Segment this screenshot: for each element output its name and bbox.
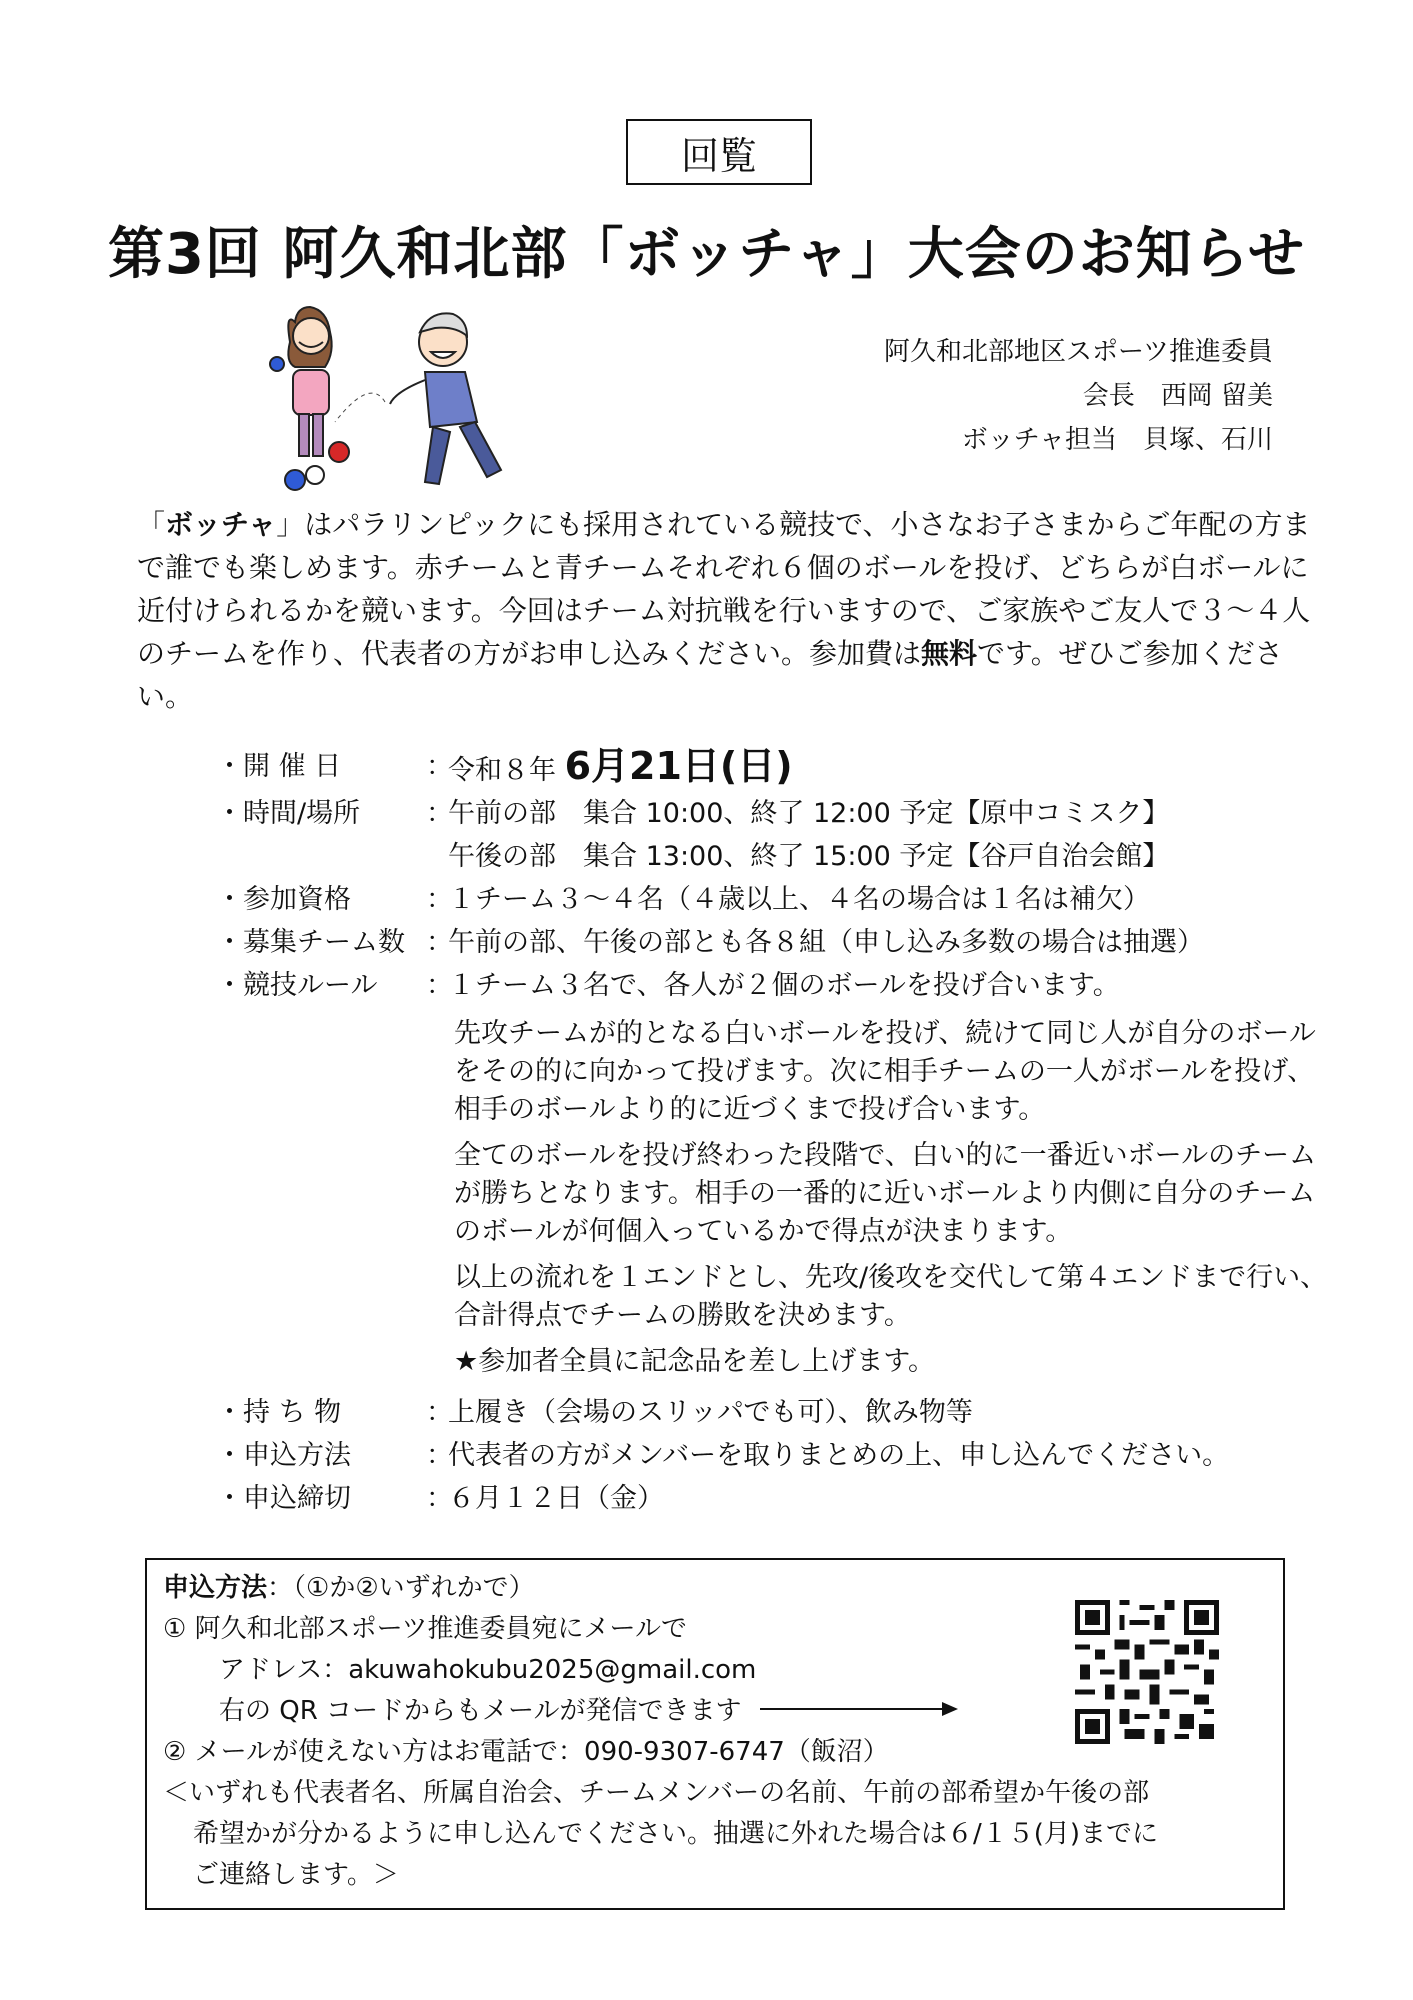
- colon: ：: [426, 751, 453, 782]
- teams-value: 午前の部、午後の部とも各８組（申し込み多数の場合は抽選）: [448, 927, 1204, 958]
- application-heading-note: ：（①か②いずれかで）: [267, 1573, 535, 1603]
- detail-row-bring: [216, 1391, 1336, 1434]
- rules-paragraph-3: 全てのボールを投げ終わった段階で、白い的に一番近いボールのチームが勝ちとなります。相手の一番的に近いボールより内側に自分のチームのボールが何個入っているかで得点が決まります。: [454, 1140, 1317, 1247]
- rules-paragraph-2: 先攻チームが的となる白いボールを投げ、続けて同じ人が自分のボールをその的に向かって投げます。次に相手チームの一人がボールを投げ、相手のボールより的に近づくまで投げ合います。: [454, 1018, 1316, 1125]
- teams-label: ・募集チーム数: [216, 927, 405, 958]
- date-prefix: 令和８年: [448, 755, 556, 786]
- date-label: ・開 催 日: [216, 751, 342, 782]
- boccia-players-illustration: [255, 292, 530, 502]
- colon: ：: [426, 927, 453, 958]
- colon: ：: [426, 798, 453, 829]
- man-figure: [390, 313, 501, 484]
- blue-ball-icon: [285, 470, 305, 490]
- time-label: ・時間/場所: [216, 798, 361, 829]
- organizer-line-1: 阿久和北部地区スポーツ推進委員: [884, 337, 1273, 367]
- qualification-label: ・参加資格: [216, 884, 351, 915]
- deadline-label: ・申込締切: [216, 1483, 351, 1514]
- organizer-line-3: ボッチャ担当 貝塚、石川: [961, 425, 1273, 455]
- intro-text-2: です。ぜひご参加ください。: [137, 637, 1283, 713]
- colon: ：: [426, 1440, 453, 1471]
- details-list: [216, 745, 1336, 1520]
- qr-note: 右の QR コードからもメールが発信できます: [219, 1696, 742, 1726]
- intro-text-1: 」はパラリンピックにも採用されている競技で、小さなお子さまからご年配の方まで誰でも楽しめます。赤チームと青チームそれぞれ６個のボールを投げ、どちらが白ボールに近付けられるかを競います。今回はチーム対抗戦を行いますので、ご家族やご友人で３～４人のチームを作り、代表者の方がお申し込みください。参加費は: [137, 508, 1311, 670]
- detail-row-teams: [216, 921, 1336, 964]
- method-value: 代表者の方がメンバーを取りまとめの上、申し込んでください。: [448, 1440, 1230, 1471]
- apply-note-2: 希望かが分かるように申し込んでください。抽選に外れた場合は６/１５(月)までに: [193, 1819, 1159, 1849]
- email-address[interactable]: アドレス：akuwahokubu2025@gmail.com: [219, 1655, 757, 1685]
- white-ball-icon: [306, 466, 324, 484]
- detail-row-qualification: [216, 878, 1336, 921]
- apply-note-1: ＜いずれも代表者名、所属自治会、チームメンバーの名前、午前の部希望か午後の部: [163, 1778, 1150, 1808]
- bring-label: ・持 ち 物: [216, 1397, 342, 1428]
- rules-label: ・競技ルール: [216, 970, 378, 1001]
- detail-row-method: [216, 1434, 1336, 1477]
- kairan-label: 回覧: [680, 133, 757, 178]
- time-afternoon: 午後の部 集合 13:00、終了 15:00 予定【谷戸自治会館】: [448, 841, 1170, 872]
- intro-free-bold: 無料: [921, 637, 978, 670]
- colon: ：: [426, 884, 453, 915]
- rules-line-1: １チーム３名で、各人が２個のボールを投げ合います。: [448, 970, 1120, 1001]
- time-morning: 午前の部 集合 10:00、終了 12:00 予定【原中コミスク】: [448, 798, 1170, 829]
- organizer-block: [884, 330, 1273, 462]
- colon: ：: [426, 1397, 453, 1428]
- intro-boccia-bold: ボッチャ: [165, 508, 277, 541]
- event-date: 6月21日(日): [564, 744, 793, 788]
- colon: ：: [426, 970, 453, 1001]
- organizer-line-2: 会長 西岡 留美: [1082, 381, 1273, 411]
- apply-note-3: ご連絡します。＞: [193, 1860, 399, 1890]
- detail-row-time: [216, 792, 1336, 835]
- deadline-value: ６月１２日（金）: [448, 1483, 664, 1514]
- page-title: 第3回 阿久和北部「ボッチャ」大会のお知らせ: [107, 222, 1306, 287]
- kairan-box: [626, 119, 812, 185]
- detail-row-deadline: [216, 1477, 1336, 1520]
- arrow-right-icon: [760, 1691, 960, 1732]
- girl-figure: [270, 307, 332, 456]
- rules-gift-note: ★参加者全員に記念品を差し上げます。: [454, 1346, 936, 1377]
- qr-code-icon[interactable]: [1075, 1600, 1219, 1744]
- intro-quote-open: 「: [137, 508, 166, 541]
- throw-arc: [335, 393, 385, 422]
- method-label: ・申込方法: [216, 1440, 351, 1471]
- detail-row-date: [216, 745, 1336, 792]
- detail-row-rules: [216, 964, 1336, 1007]
- rules-paragraph-4: 以上の流れを１エンドとし、先攻/後攻を交代して第４エンドまで行い、合計得点でチームの勝敗を決めます。: [454, 1262, 1328, 1331]
- apply-line-1: ① 阿久和北部スポーツ推進委員宛にメールで: [163, 1614, 688, 1644]
- apply-line-phone: ② メールが使えない方はお電話で：090-9307-6747（飯沼）: [163, 1737, 889, 1767]
- application-heading: 申込方法: [163, 1573, 268, 1603]
- qualification-value: １チーム３～４名（４歳以上、４名の場合は１名は補欠）: [448, 884, 1150, 915]
- colon: ：: [426, 1483, 453, 1514]
- intro-paragraph: [137, 503, 1312, 718]
- bring-value: 上履き（会場のスリッパでも可）、飲み物等: [448, 1397, 973, 1428]
- red-ball-icon: [329, 442, 349, 462]
